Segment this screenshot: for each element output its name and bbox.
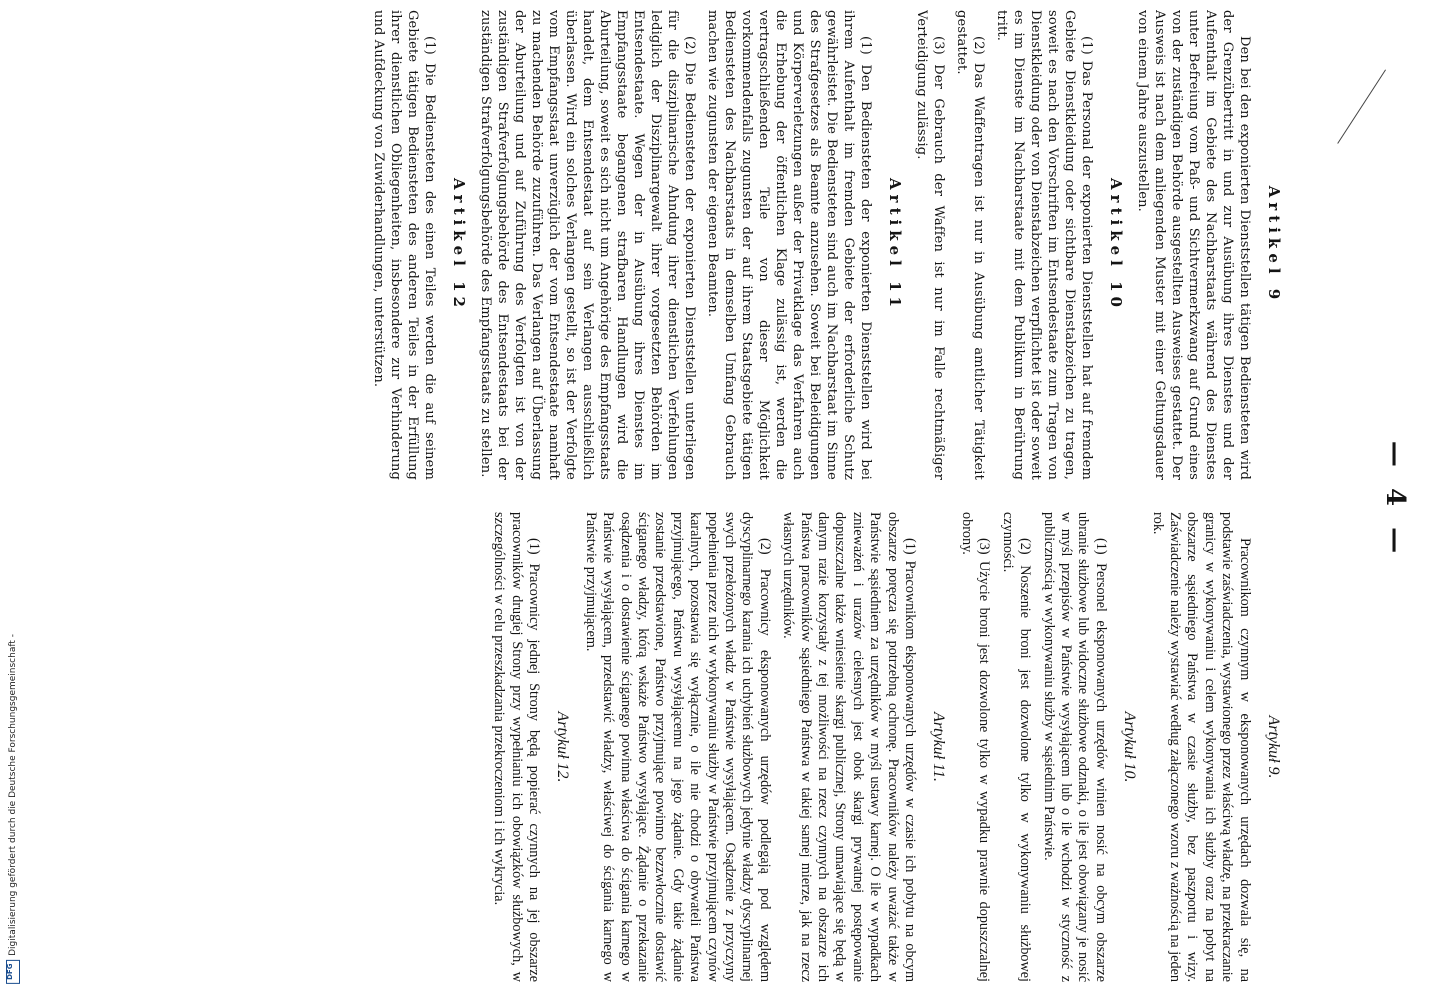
polish-paragraph xyxy=(581,512,772,982)
polish-article-heading: Artykuł 9. xyxy=(1265,715,1282,779)
german-paragraph xyxy=(993,10,1095,480)
paragraph-text: Die Bediensteten des einen Teiles werden die auf seinem Gebiete tätigen Bediensteten des anderen Teiles in der Erfüllung ihrer dienstlichen Obliegenheiten, insbesondere zur Verhinderung und Aufdeckung von Zuwiderhandlungen, unterstützen. xyxy=(371,10,437,480)
polish-article xyxy=(490,512,572,982)
german-paragraph xyxy=(953,10,987,480)
polish-article-heading: Artykuł 11. xyxy=(930,712,948,782)
german-article xyxy=(477,10,903,480)
polish-article-heading: Artykuł 10. xyxy=(1121,711,1139,783)
paragraph-text: Pracownicy jednej Strony będą popierać czynnych na jej obszarze pracowników drugiej Strony przy wypełnianiu ich obowiązków służbowych, w szczególności w celu przeszkadzania przekroczeniom i ich wykrycia. xyxy=(491,512,542,982)
paragraph-number: (1) xyxy=(902,538,919,555)
german-article xyxy=(370,10,467,480)
paragraph-text: Pracownikom eksponowanych urzędów w czasie ich pobytu na obcym obszarze poręcza się potrzebną ochronę. Pracowników należy uważać także w Państwie sąsiedniem za urzędników w myśl ustawy karnej. O ile w wypadkach znieważeń i urazów cielesnych jest obok skargi prywatnej postępowanie dopuszczalne także wniesienie skargi publicznej, Strony umawiające się będą w danym razie korzystały z tej możliwości na rzecz czynnych na obszarze ich Państwa pracowników sąsiedniego Państwa w takiej samej mierze, jak na rzecz własnych urzędników. xyxy=(780,512,919,982)
paragraph-number: (2) xyxy=(682,36,697,55)
polish-paragraph xyxy=(998,512,1033,982)
polish-paragraph xyxy=(1039,512,1109,982)
stray-pen-mark xyxy=(1337,69,1386,143)
page-number: — 4 — xyxy=(1380,440,1410,560)
paragraph-text: Der Gebrauch der Waffen ist nur im Falle rechtmäßiger Verteidigung zulässig. xyxy=(914,10,946,480)
german-article-heading: Artikel 9 xyxy=(1265,185,1283,305)
paragraph-text: Użycie broni jest dozwolone tylko w wypadku prawnie dopuszczalnej obrony. xyxy=(958,512,993,982)
paragraph-text: Den Bediensteten der exponierten Dienststellen wird bei ihrem Aufenthalt im fremden Gebiete der erforderliche Schutz gewährleistet. Die Bediensteten sind auch im Nachbarstaat im Sinne des Strafgesetzes als Beamte anzusehen. Soweit bei Beleidigungen und Körperverletzungen außer der Privatklage das Verfahren auch die Erhebung der öffentlichen Klage zulässig ist, werden die vertragschließenden Teile von dieser Möglichkeit vorkommendenfalls zugunsten der auf ihrem Staatsgebiete tätigen Bediensteten des Nachbarstaats in demselben Umfang Gebrauch machen wie zugunsten der eigenen Beamten. xyxy=(705,10,873,480)
german-article xyxy=(1134,10,1282,480)
paragraph-text: Das Waffentragen ist nur in Ausübung amtlicher Tätigkeit gestattet. xyxy=(954,10,986,480)
paragraph-text: Das Personal der exponierten Dienststellen hat auf fremdem Gebiete Dienstkleidung oder sichtbare Dienstabzeichen zu tragen, soweit es nach den Vorschriften im Entsendestaate zum Tragen von Dienstkleidung oder von Dienstabzeichen verpflichtet ist oder soweit es im Dienste im Nachbarstaate mit dem Publikum in Berührung tritt. xyxy=(994,10,1094,480)
paragraph-text: Den bei den exponierten Dienststellen tätigen Bediensteten wird der Grenzübertritt in und zur Ausübung ihres Dienstes und der Aufenthalt im Gebiete des Nachbarstaats während des Dienstes unter Befreiung vom Paß- und Sichtvermerkzwang auf Grund eines von der zuständigen Behörde ausgestellten Ausweises gestattet. Der Ausweis ist nach dem anliegenden Muster mit einer Geltungsdauer von einem Jahre auszustellen. xyxy=(1135,10,1252,480)
paragraph-number: (2) xyxy=(1017,538,1034,555)
german-paragraph xyxy=(704,10,874,480)
polish-paragraph xyxy=(490,512,542,982)
german-paragraph xyxy=(913,10,947,480)
polish-column xyxy=(26,512,1286,982)
paragraph-text: Pracownikom czynnym w eksponowanych urzędach dozwala się, na podstawie zaświadczenia, wystawionego przez właściwą władzę, na przekraczanie granicy w wykonywaniu i celem wykonywania ich służby oraz na pobyt na obszarze sąsiedniego Państwa w czasie służby, bez paszportu i wizy. Zaświadczenie należy wystawiać według załączonego wzoru z ważnością na jeden rok. xyxy=(1149,512,1253,982)
polish-paragraph xyxy=(779,512,918,982)
paragraph-number: (1) xyxy=(525,538,542,555)
paragraph-number: (3) xyxy=(931,36,946,55)
paragraph-number: (1) xyxy=(1079,36,1094,55)
german-paragraph xyxy=(370,10,438,480)
paragraph-number: (3) xyxy=(976,538,993,555)
paragraph-number: (2) xyxy=(971,36,986,55)
polish-article xyxy=(581,512,947,982)
paragraph-text: Die Bediensteten der exponierten Dienststellen unterliegen für die disziplinarische Ahndung ihrer dienstlichen Verfehlungen lediglich der Disziplinargewalt ihrer vorgesetzten Behörden im Entsendestaate. Wegen der in Ausübung ihres Dienstes im Empfangsstaate begangenen strafbaren Handlungen wird die Aburteilung, soweit es sich nicht um Angehörige des Empfangsstaats handelt, dem Entsendestaat auf sein Verlangen ausschließlich überlassen. Wird ein solches Verlangen gestellt, so ist der Verfolgte vom Empfangsstaat unverzüglich der vom Entsendestaate namhaft zu machenden Behörde zuzuführen. Das Verlangen auf Überlassung der Aburteilung und auf Zuführung des Verfolgten ist von der zuständigen Strafverfolgungsbehörde des Entsendestaats bei der zuständigen Strafverfolgungsbehörde des Empfangsstaats zu stellen. xyxy=(478,10,697,480)
paragraph-text: Noszenie broni jest dozwolone tylko w wykonywaniu służbowej czynności. xyxy=(999,512,1034,982)
paragraph-number: (1) xyxy=(1092,538,1109,555)
paragraph-number: (1) xyxy=(858,36,873,55)
german-article-heading: Artikel 11 xyxy=(886,178,904,312)
german-article-heading: Artikel 12 xyxy=(450,178,468,312)
polish-paragraph xyxy=(1148,512,1252,982)
german-paragraph xyxy=(477,10,698,480)
polish-paragraph xyxy=(958,512,993,982)
paragraph-text: Personel eksponowanych urzędów winien nosić na obcym obszarze ubranie służbowe lub widoczne służbowe odznaki, o ile jest obowiązany je nosić w myśl przepisów w Państwie wysyłającem lub o ile wchodzi w styczność z publicznością w wykonywaniu służby w sąsiednim Państwie. xyxy=(1040,512,1109,982)
paragraph-number: (2) xyxy=(756,538,773,555)
paragraph-text: Pracownicy eksponowanych urzędów podlegają pod względem dyscyplinarnego karania ich uchybień służbowych jedynie władzy dyscyplinarnej swych przełożonych władz w Państwie wysyłającem. Osądzenie z przyczyny popełnienia przez nich w wykonywaniu służby w Państwie przyjmującem czynów karalnych, pozostawia się wyłącznie, o ile nie chodzi o obywateli Państwa przyjmującego, Państwu wysyłającemu na jego żądanie. Gdy takie żądanie zostanie przedstawione, Państwo przyjmujące powinno bezzwłocznie dostawić ściganego władzy, którą wskaże Państwo wysyłające. Żądanie o przekazanie osądzenia i o dostawienie ściganego powinna właściwa do ścigania karnego w Państwie wysyłającem, przedstawić władzy, właściwej do ścigania karnego w Państwie przyjmującem. xyxy=(582,512,773,982)
german-paragraph xyxy=(1134,10,1253,480)
polish-article xyxy=(958,512,1139,982)
footer-text: Digitalisierung gefördert durch die Deutsche Forschungsgemeinschaft - xyxy=(8,634,18,956)
german-column xyxy=(26,10,1286,480)
polish-article-heading: Artykuł 12. xyxy=(554,711,572,783)
paragraph-number: (1) xyxy=(422,36,437,55)
footer xyxy=(0,610,18,990)
dfg-logo-icon: DFG xyxy=(6,960,20,984)
german-article-heading: Artikel 10 xyxy=(1107,178,1125,312)
polish-article xyxy=(1148,512,1282,982)
german-article xyxy=(913,10,1124,480)
